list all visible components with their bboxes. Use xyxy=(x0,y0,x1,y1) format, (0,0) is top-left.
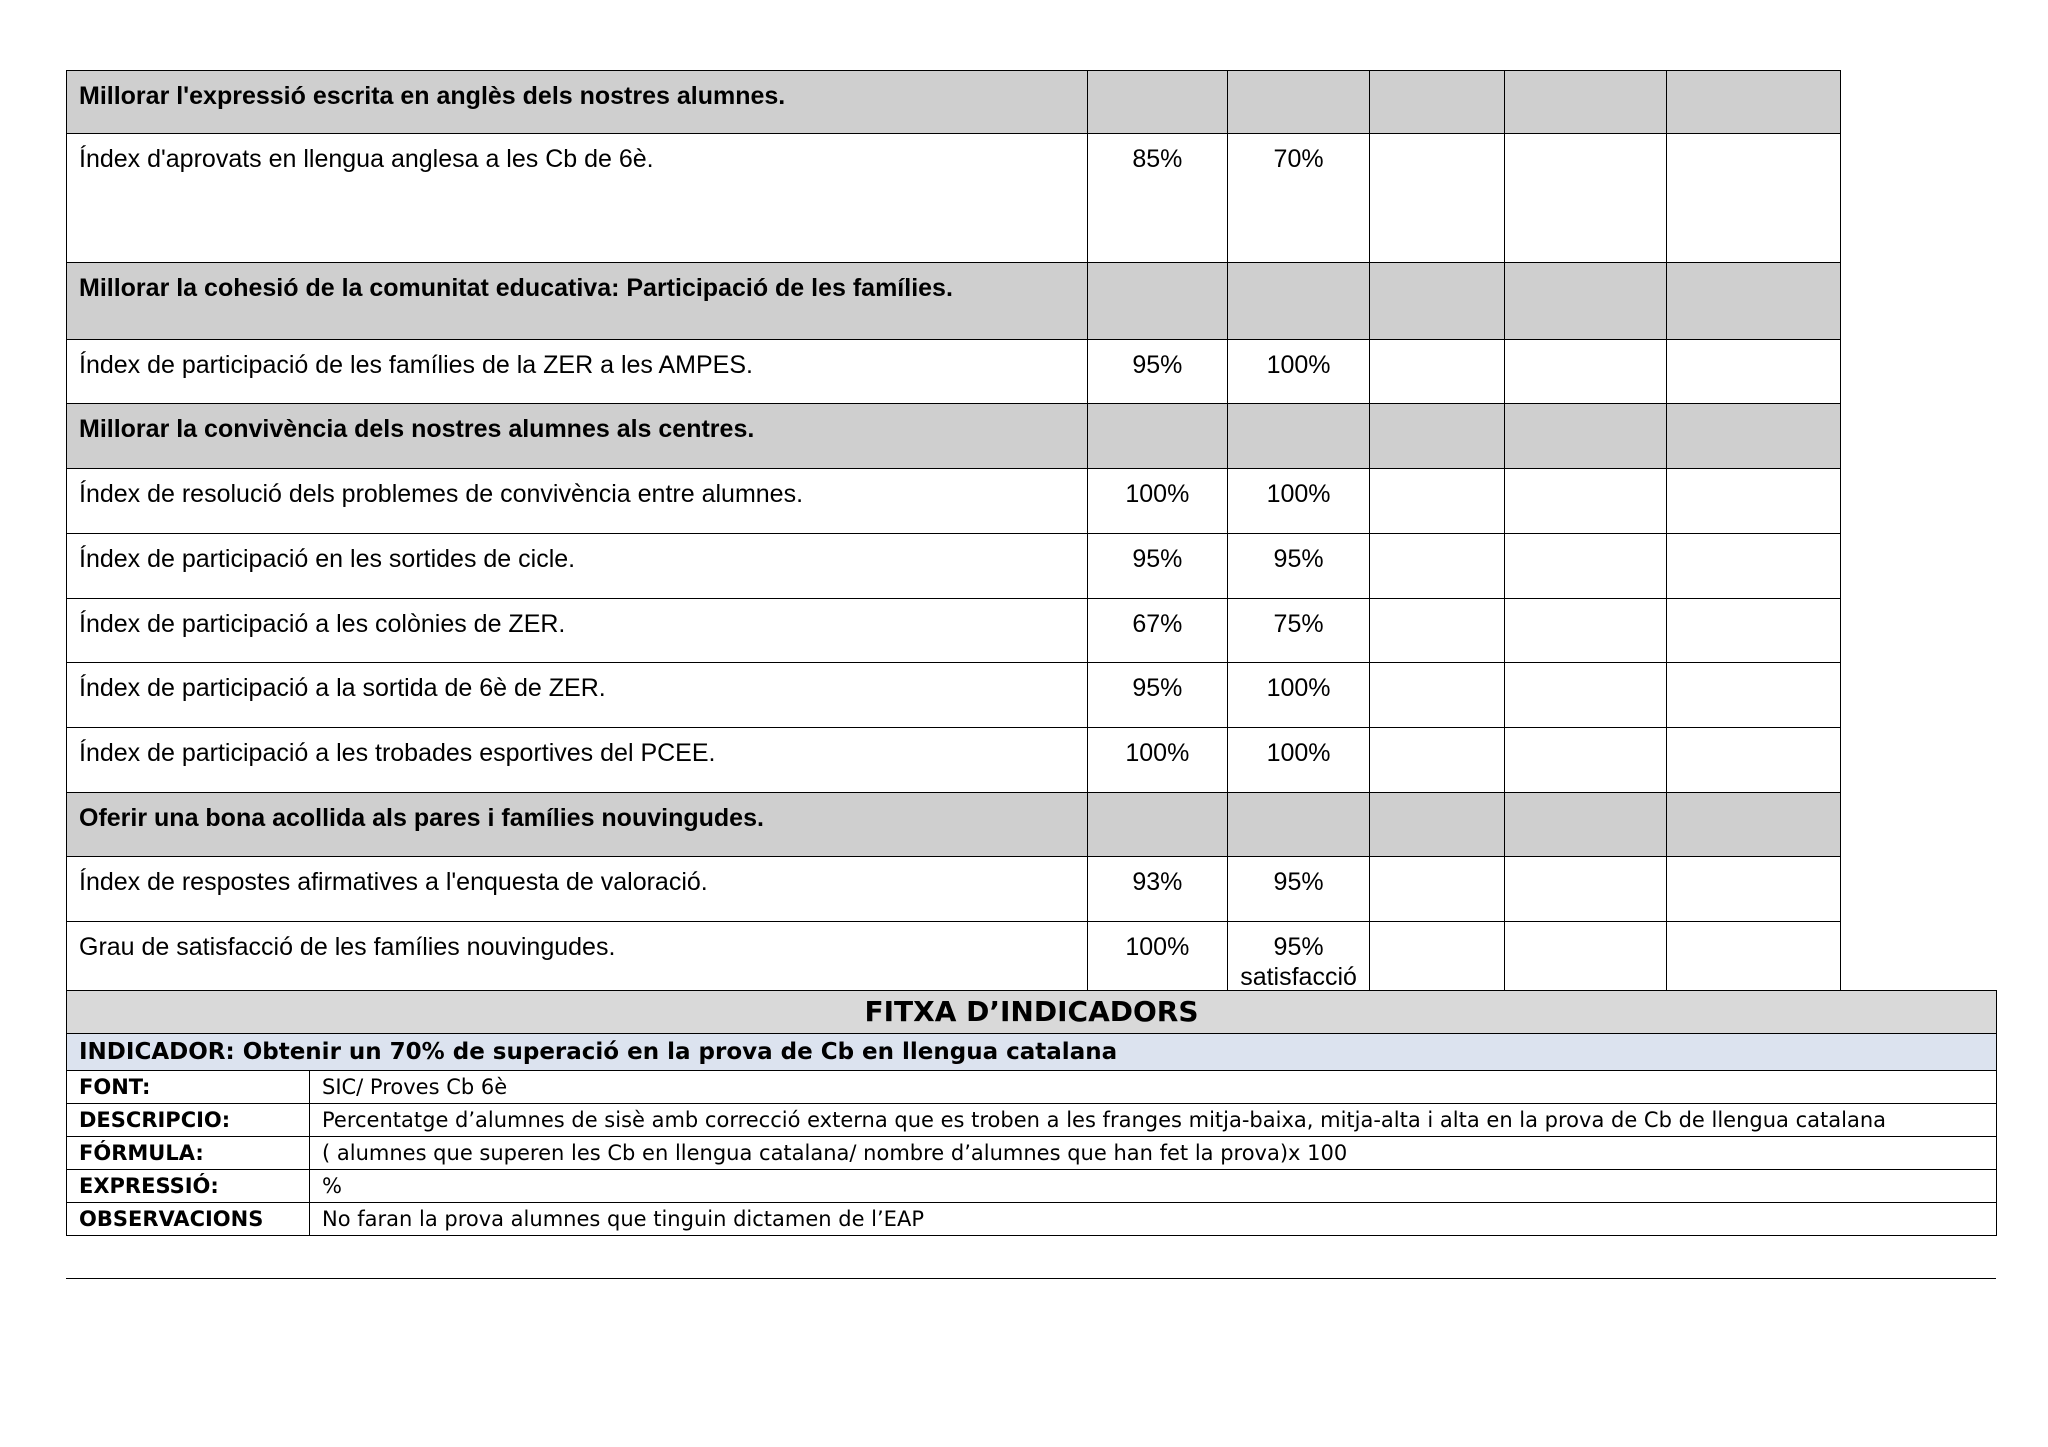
formula-label: FÓRMULA: xyxy=(67,1137,310,1170)
section-header-text: Millorar la cohesió de la comunitat educativa: Participació de les famílies. xyxy=(67,263,1088,340)
indicator-text: Grau de satisfacció de les famílies nouvingudes. xyxy=(67,922,1088,993)
section-header-text: Oferir una bona acollida als pares i famílies nouvingudes. xyxy=(67,793,1088,857)
section-header-row xyxy=(67,793,1841,857)
indicator-text: Índex de resolució dels problemes de convivència entre alumnes. xyxy=(67,469,1088,534)
indicator-title: INDICADOR: Obtenir un 70% de superació en la prova de Cb en llengua catalana xyxy=(67,1034,1997,1071)
value-2: 100% xyxy=(1227,469,1369,534)
value-1: 100% xyxy=(1087,469,1227,534)
table-row xyxy=(67,599,1841,663)
table-row xyxy=(67,469,1841,534)
descripcio-label: DESCRIPCIO: xyxy=(67,1104,310,1137)
value-2 xyxy=(1227,922,1369,993)
indicator-text: Índex de participació a les trobades esportives del PCEE. xyxy=(67,728,1088,793)
table-row xyxy=(67,728,1841,793)
value-2: 100% xyxy=(1227,663,1369,728)
formula-value: ( alumnes que superen les Cb en llengua catalana/ nombre d’alumnes que han fet la prova)x 100 xyxy=(310,1137,1997,1170)
value-1: 95% xyxy=(1087,340,1227,404)
indicators-table xyxy=(66,70,1841,993)
value-1: 93% xyxy=(1087,857,1227,922)
value-2: 100% xyxy=(1227,340,1369,404)
section-header-row xyxy=(67,71,1841,134)
indicator-text: Índex de participació de les famílies de la ZER a les AMPES. xyxy=(67,340,1088,404)
expressio-label: EXPRESSIÓ: xyxy=(67,1170,310,1203)
observacions-value: No faran la prova alumnes que tinguin dictamen de l’EAP xyxy=(310,1203,1997,1236)
value-2: 95% xyxy=(1227,857,1369,922)
value-1: 95% xyxy=(1087,663,1227,728)
sheet-title: FITXA D’INDICADORS xyxy=(67,991,1997,1034)
sheet-row-observacions xyxy=(67,1203,1997,1236)
sheet-row-expressio xyxy=(67,1170,1997,1203)
section-header-text: Millorar l'expressió escrita en anglès dels nostres alumnes. xyxy=(67,71,1088,134)
indicator-row xyxy=(67,1034,1997,1071)
footer-divider xyxy=(66,1278,1996,1279)
value-2: 95% xyxy=(1227,534,1369,599)
indicator-text: Índex de participació a les colònies de ZER. xyxy=(67,599,1088,663)
indicator-text: Índex d'aprovats en llengua anglesa a les Cb de 6è. xyxy=(67,134,1088,263)
expressio-value: % xyxy=(310,1170,1997,1203)
table-row xyxy=(67,534,1841,599)
observacions-label: OBSERVACIONS xyxy=(67,1203,310,1236)
table-row xyxy=(67,134,1841,263)
indicator-text: Índex de respostes afirmatives a l'enquesta de valoració. xyxy=(67,857,1088,922)
font-label: FONT: xyxy=(67,1071,310,1104)
font-value: SIC/ Proves Cb 6è xyxy=(310,1071,1997,1104)
value-2-line-1: 95% xyxy=(1273,933,1324,961)
section-header-row xyxy=(67,404,1841,469)
value-1: 67% xyxy=(1087,599,1227,663)
value-2-line-2: satisfacció xyxy=(1240,963,1357,991)
table-row xyxy=(67,340,1841,404)
section-header-row xyxy=(67,263,1841,340)
sheet-row-font xyxy=(67,1071,1997,1104)
value-1: 100% xyxy=(1087,728,1227,793)
value-2: 100% xyxy=(1227,728,1369,793)
value-1: 85% xyxy=(1087,134,1227,263)
indicator-sheet xyxy=(66,990,1997,1236)
value-1: 95% xyxy=(1087,534,1227,599)
section-header-text: Millorar la convivència dels nostres alumnes als centres. xyxy=(67,404,1088,469)
table-row xyxy=(67,922,1841,993)
indicator-text: Índex de participació en les sortides de cicle. xyxy=(67,534,1088,599)
value-1: 100% xyxy=(1087,922,1227,993)
sheet-title-row xyxy=(67,991,1997,1034)
sheet-row-formula xyxy=(67,1137,1997,1170)
indicator-text: Índex de participació a la sortida de 6è de ZER. xyxy=(67,663,1088,728)
table-row xyxy=(67,857,1841,922)
table-row xyxy=(67,663,1841,728)
sheet-row-descripcio xyxy=(67,1104,1997,1137)
value-2: 70% xyxy=(1227,134,1369,263)
value-2: 75% xyxy=(1227,599,1369,663)
descripcio-value: Percentatge d’alumnes de sisè amb correcció externa que es troben a les franges mitja-baixa, mitja-alta i alta en la prova de Cb de llengua catalana xyxy=(310,1104,1997,1137)
